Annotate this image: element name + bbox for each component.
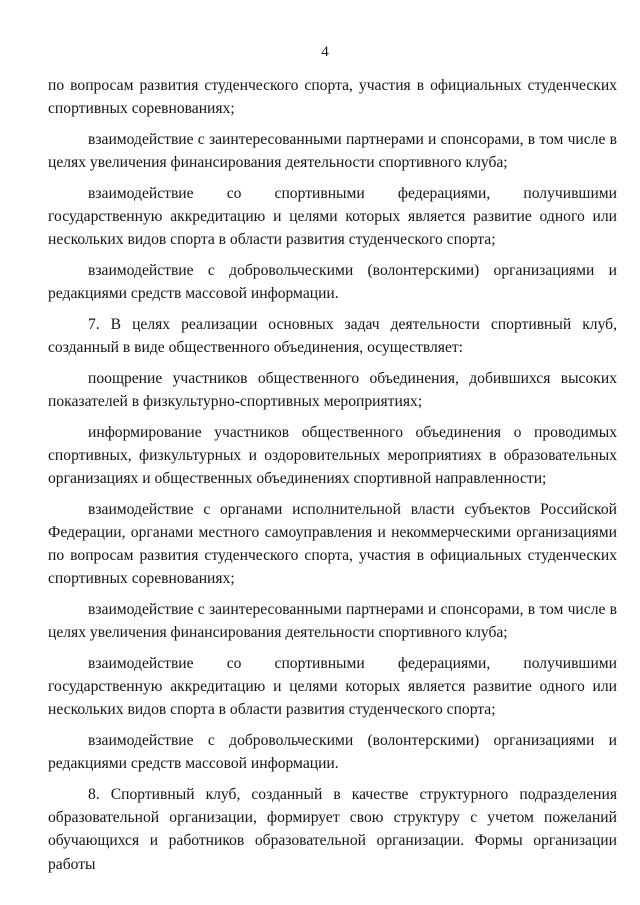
paragraph-informing: информирование участников общественного объединения о проводимых спортивных, физкультурных и оздоровительных мероприятиях в образовательных организациях и общественных объединениях спортивной направленности; <box>48 423 617 488</box>
paragraph-sports-federations-2: взаимодействие со спортивными федерациями, получившими государственную аккредитацию и целями которых является развитие одного или нескольких видов спорта в области развития студенческого спорта; <box>48 654 617 719</box>
paragraph-item-8: 8. Спортивный клуб, созданный в качестве структурного подразделения образовательной организации, формирует свою структуру с учетом пожеланий обучающихся и работников образовательной организации. Формы организации работы <box>48 785 617 873</box>
paragraph-sports-federations: взаимодействие со спортивными федерациями, получившими государственную аккредитацию и целями которых является развитие одного или нескольких видов спорта в области развития студенческого спорта; <box>48 184 617 249</box>
paragraph-volunteer-organizations: взаимодействие с добровольческими (волонтерскими) организациями и редакциями средств массовой информации. <box>48 261 617 303</box>
document-body <box>48 74 617 876</box>
paragraph-continuation: по вопросам развития студенческого спорта, участия в официальных студенческих спортивных соревнованиях; <box>48 77 617 118</box>
page-number: 4 <box>321 44 329 60</box>
paragraph-volunteer-organizations-2: взаимодействие с добровольческими (волонтерскими) организациями и редакциями средств массовой информации. <box>48 732 617 773</box>
paragraph-government-bodies: взаимодействие с органами исполнительной власти субъектов Российской Федерации, органами местного самоуправления и некоммерческими организациями по вопросам развития студенческого спорта, участия в официальных студенческих спортивных соревнованиях; <box>48 500 617 588</box>
paragraph-encouragement: поощрение участников общественного объединения, добившихся высоких показателей в физкультурно-спортивных мероприятиях; <box>48 369 617 410</box>
paragraph-partners-sponsors: взаимодействие с заинтересованными партнерами и спонсорами, в том числе в целях увеличения финансирования деятельности спортивного клуба; <box>48 130 617 172</box>
paragraph-partners-sponsors-2: взаимодействие с заинтересованными партнерами и спонсорами, в том числе в целях увеличения финансирования деятельности спортивного клуба; <box>48 601 617 642</box>
paragraph-item-7: 7. В целях реализации основных задач деятельности спортивный клуб, созданный в виде общественного объединения, осуществляет: <box>48 315 617 357</box>
